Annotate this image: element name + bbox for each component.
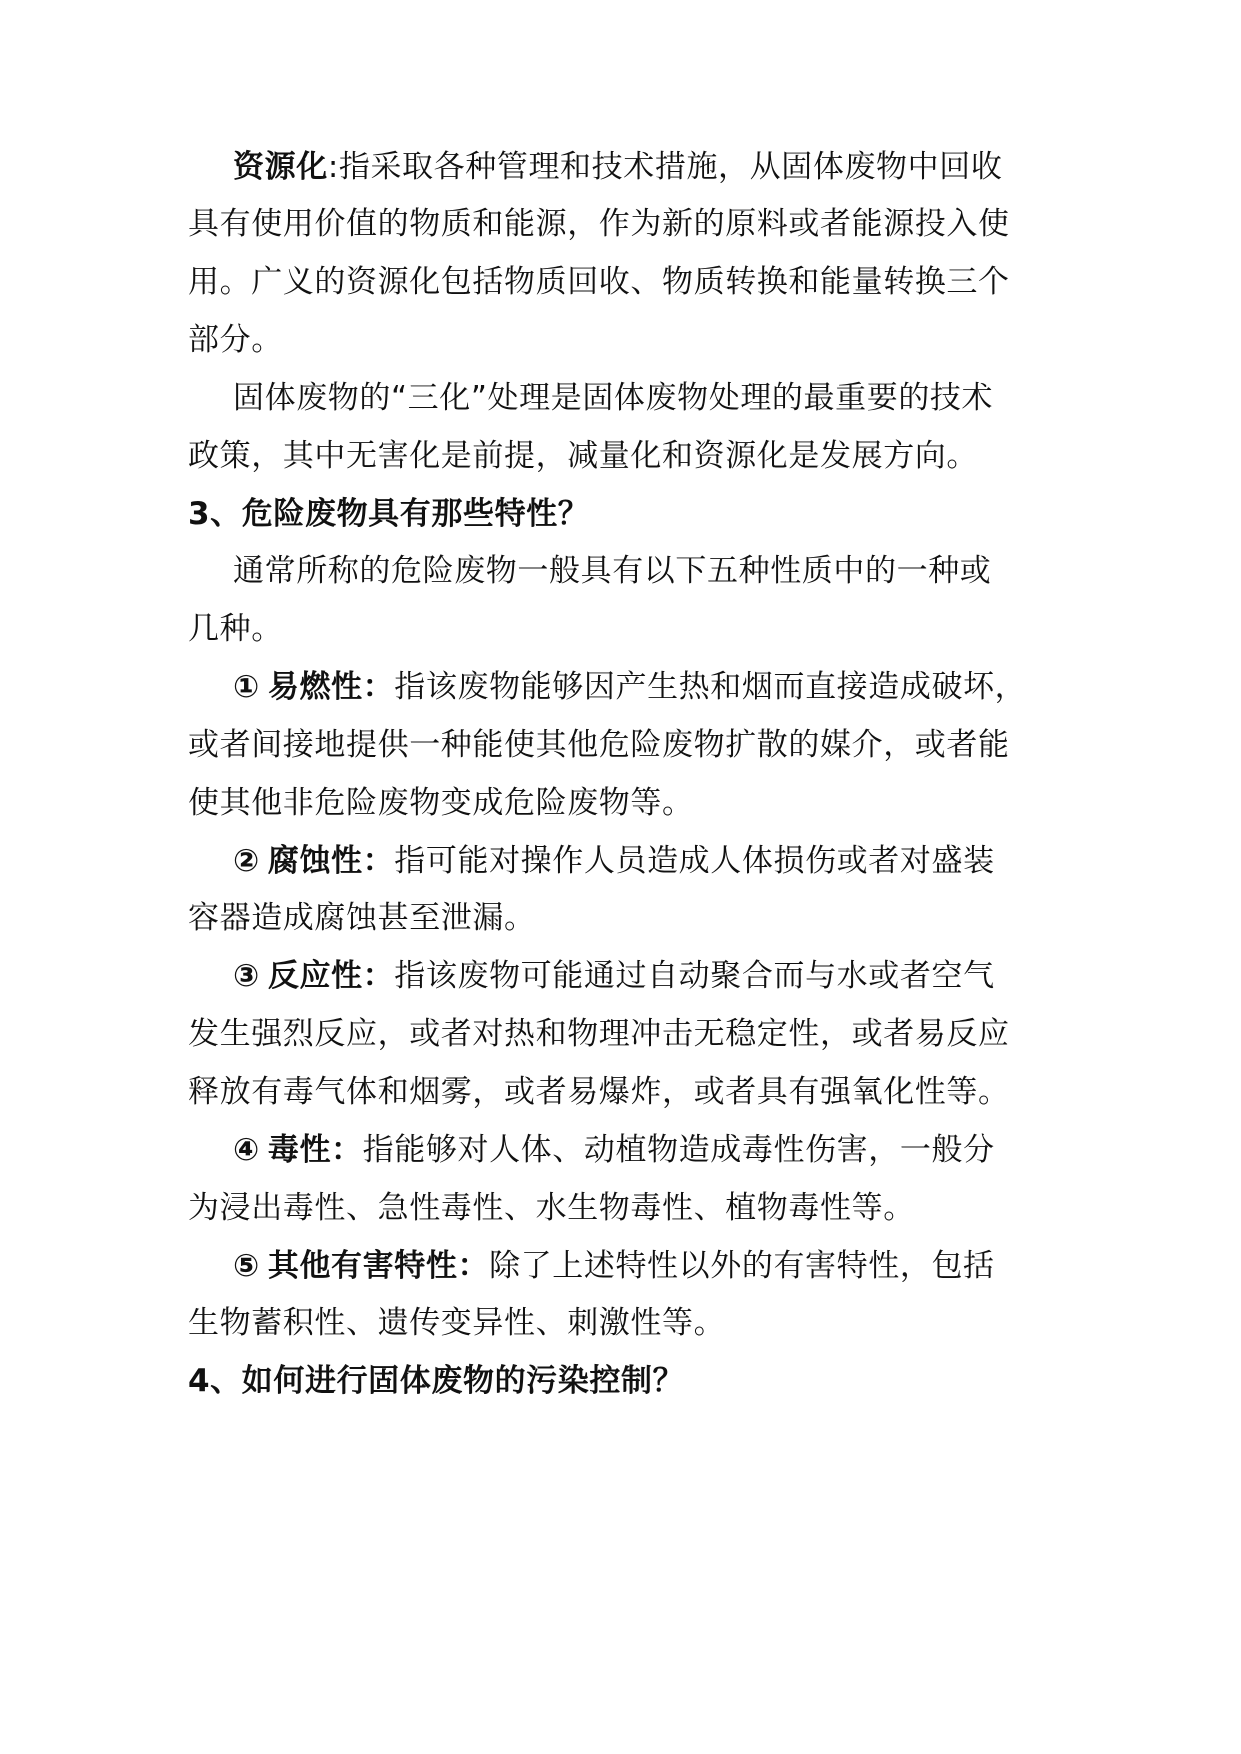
item-term: 毒性： <box>267 1132 363 1168</box>
item-reactivity-line-1 <box>233 956 995 996</box>
item-toxicity-line-2: 为浸出毒性、急性毒性、水生物毒性、植物毒性等。 <box>188 1190 915 1226</box>
item-text: 指该废物能够因产生热和烟而直接造成破坏， <box>394 669 1027 705</box>
item-number: ② <box>233 843 260 879</box>
resource-text: :指采取各种管理和技术措施，从固体废物中回收 <box>327 149 1003 185</box>
policy-paragraph-line-2: 政策，其中无害化是前提，减量化和资源化是发展方向。 <box>188 438 978 474</box>
item-flammability-line-3: 使其他非危险废物变成危险废物等。 <box>188 785 694 821</box>
item-number: ④ <box>233 1132 260 1168</box>
item-term: 易燃性： <box>267 669 395 705</box>
item-term: 腐蚀性： <box>267 843 395 879</box>
resource-paragraph-line-2: 具有使用价值的物质和能源，作为新的原料或者能源投入使 <box>188 206 1010 242</box>
item-toxicity-line-1 <box>233 1130 995 1170</box>
item-other-hazards-line-1 <box>233 1246 995 1286</box>
item-text: 指能够对人体、动植物造成毒性伤害，一般分 <box>362 1132 995 1168</box>
item-reactivity-line-3: 释放有毒气体和烟雾，或者易爆炸，或者具有强氧化性等。 <box>188 1074 1010 1110</box>
item-term: 其他有害特性： <box>267 1248 490 1284</box>
resource-paragraph-line-3: 用。广义的资源化包括物质回收、物质转换和能量转换三个 <box>188 264 1010 300</box>
item-term: 反应性： <box>267 958 395 994</box>
item-flammability-line-2: 或者间接地提供一种能使其他危险废物扩散的媒介，或者能 <box>188 727 1010 763</box>
item-other-hazards-line-2: 生物蓄积性、遗传变异性、刺激性等。 <box>188 1305 726 1341</box>
item-reactivity-line-2: 发生强烈反应，或者对热和物理冲击无稳定性，或者易反应 <box>188 1016 1010 1052</box>
resource-paragraph-line-4: 部分。 <box>188 322 283 358</box>
item-number: ③ <box>233 958 260 994</box>
question-4-heading: 4、如何进行固体废物的污染控制？ <box>188 1363 685 1399</box>
policy-paragraph-line-1: 固体废物的“三化”处理是固体废物处理的最重要的技术 <box>233 380 994 416</box>
item-number: ① <box>233 669 260 705</box>
resource-paragraph-line-1 <box>233 147 1002 187</box>
item-number: ⑤ <box>233 1248 260 1284</box>
item-corrosivity-line-1 <box>233 841 995 881</box>
item-text: 指该废物可能通过自动聚合而与水或者空气 <box>394 958 995 994</box>
item-text: 除了上述特性以外的有害特性，包括 <box>489 1248 995 1284</box>
question-3-heading: 3、危险废物具有那些特性？ <box>188 496 590 532</box>
resource-term: 资源化 <box>233 149 328 185</box>
item-flammability-line-1 <box>233 667 1026 707</box>
q3-intro-line-2: 几种。 <box>188 611 283 647</box>
item-text: 指可能对操作人员造成人体损伤或者对盛装 <box>394 843 995 879</box>
item-corrosivity-line-2: 容器造成腐蚀甚至泄漏。 <box>188 900 536 936</box>
q3-intro-line-1: 通常所称的危险废物一般具有以下五种性质中的一种或 <box>233 553 992 589</box>
